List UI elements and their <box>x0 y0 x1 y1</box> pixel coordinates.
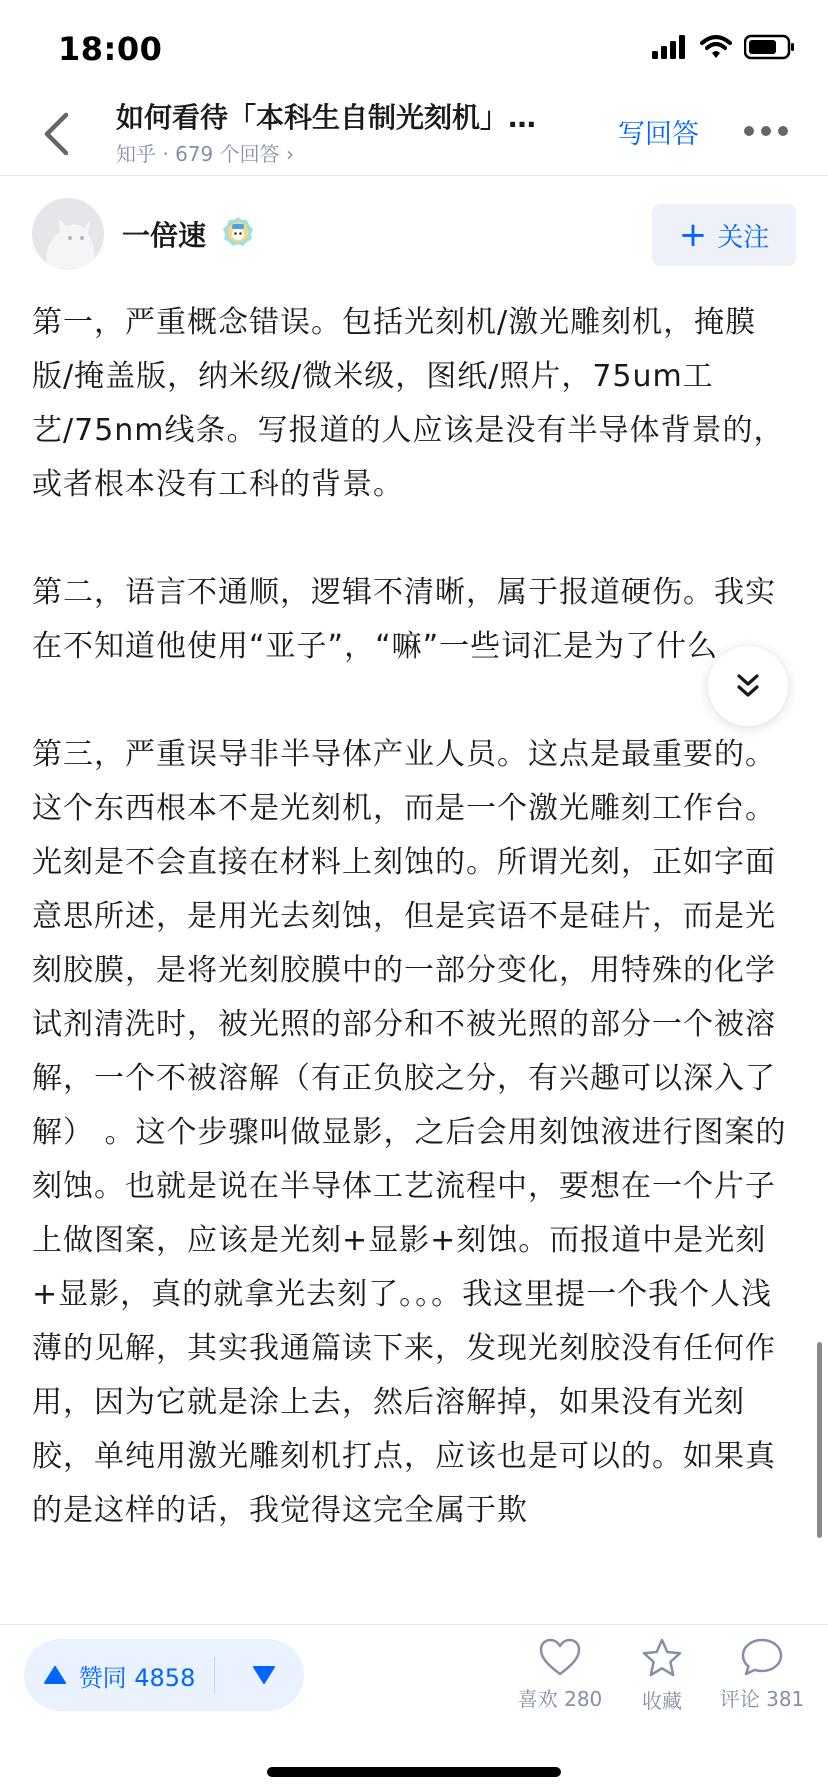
paragraph-2: 第二，语言不通顺，逻辑不清晰，属于报道硬伤。我实在不知道他使用“亚子”，“嘛”一些词汇是为了什么 <box>32 575 776 664</box>
double-chevron-down-icon <box>735 672 761 700</box>
write-answer-button[interactable]: 写回答 <box>618 119 699 150</box>
answer-content <box>32 296 798 1624</box>
author-row <box>0 176 828 286</box>
question-subtitle[interactable]: 知乎 · 679 个回答 › <box>116 142 294 166</box>
status-icons <box>652 34 796 60</box>
triangle-down-icon <box>252 1665 276 1685</box>
comment-bubble-icon <box>740 1637 784 1677</box>
wifi-icon <box>700 35 732 59</box>
avatar[interactable] <box>32 198 104 270</box>
comment-button[interactable] <box>702 1637 822 1712</box>
author-name[interactable]: 一倍速 <box>122 219 207 252</box>
heart-icon <box>538 1637 582 1677</box>
follow-button[interactable] <box>652 204 796 266</box>
vote-group <box>24 1639 304 1711</box>
triangle-up-icon <box>43 1665 67 1685</box>
upvote-button[interactable] <box>24 1639 214 1711</box>
scrollbar[interactable] <box>817 1342 822 1538</box>
status-time: 18:00 <box>58 30 163 68</box>
collapse-button[interactable] <box>708 646 788 726</box>
vote-divider <box>214 1657 215 1693</box>
battery-icon <box>744 34 796 60</box>
home-indicator[interactable] <box>267 1767 561 1777</box>
paragraph-1: 第一，严重概念错误。包括光刻机/激光雕刻机，掩膜版/掩盖版，纳米级/微米级，图纸/照片，75um工艺/75nm线条。写报道的人应该是没有半导体背景的，或者根本没有工科的背景。 <box>32 305 785 502</box>
bottom-action-bar <box>0 1624 828 1792</box>
signal-icon <box>652 35 688 59</box>
star-icon <box>640 1637 684 1679</box>
like-label: 喜欢 280 <box>517 1687 603 1711</box>
collect-label: 收藏 <box>642 1689 682 1713</box>
badge-icon <box>222 216 254 248</box>
more-icon[interactable] <box>744 126 788 136</box>
comment-label: 评论 381 <box>719 1687 805 1711</box>
question-title[interactable]: 如何看待「本科生自制光刻机」… <box>116 101 537 134</box>
paragraph-3: 第三，严重误导非半导体产业人员。这点是最重要的。这个东西根本不是光刻机，而是一个激光雕刻工作台。光刻是不会直接在材料上刻蚀的。所谓光刻，正如字面意思所述，是用光去刻蚀，但是宾语不是硅片，而是光刻胶膜，是将光刻胶膜中的一部分变化，用特殊的化学试剂清洗时，被光照的部分和不被光照的部分一个被溶解，一个不被溶解（有正负胶之分，有兴趣可以深入了解） 。这个步骤叫做显影，之后会用刻蚀液进行图案的刻蚀。也就是说在半导体工艺流程中，要想在一个片子上做图案，应该是光刻+显影+刻蚀。而报道中是光刻+显影，真的就拿光去刻了。。。我这里提一个我个人浅薄的见解，其实我通篇读下来，发现光刻胶没有任何作用，因为它就是涂上去，然后溶解掉，如果没有光刻胶，单纯用激光雕刻机打点，应该也是可以的。如果真的是这样的话，我觉得这完全属于欺 <box>32 737 787 1528</box>
status-bar <box>0 0 828 92</box>
back-arrow-icon <box>42 112 70 156</box>
follow-label: 关注 <box>717 222 770 253</box>
upvote-label: 赞同 4858 <box>78 1663 196 1692</box>
question-header <box>0 92 828 176</box>
downvote-button[interactable] <box>234 1639 294 1711</box>
plus-icon: + <box>678 215 708 255</box>
back-button[interactable] <box>36 106 76 162</box>
